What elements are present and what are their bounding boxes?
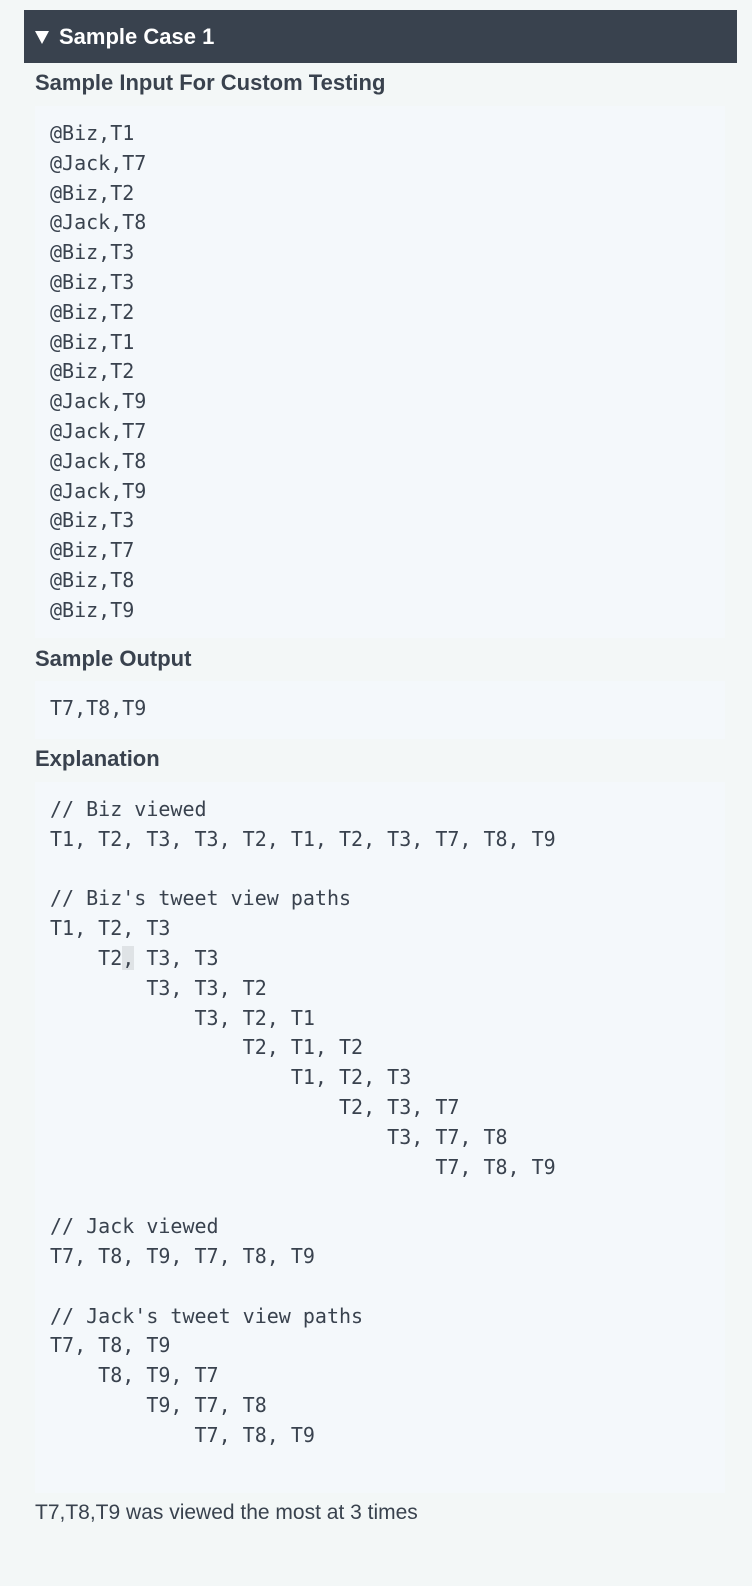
input-line: @Biz,T9 xyxy=(50,597,135,622)
explanation-line: T1, T2, T3, T3, T2, T1, T2, T3, T7, T8, T9 xyxy=(50,826,556,851)
explanation-line: T7, T8, T9 xyxy=(50,1422,315,1447)
output-line: T7,T8,T9 xyxy=(50,696,147,720)
input-line: @Biz,T3 xyxy=(50,269,135,294)
input-line: @Biz,T2 xyxy=(50,359,135,384)
explanation-line: T1, T2, T3 xyxy=(50,1065,412,1090)
input-line: @Biz,T7 xyxy=(50,538,135,563)
sample-input-code-block xyxy=(35,106,725,638)
input-line: @Biz,T1 xyxy=(50,121,135,145)
text-cursor-highlight: , xyxy=(122,945,135,970)
input-line: @Biz,T3 xyxy=(50,240,135,265)
explanation-line: T7, T8, T9 xyxy=(50,1154,556,1179)
input-line: @Biz,T2 xyxy=(50,180,135,205)
explanation-line: T2, T3, T3 xyxy=(50,945,219,970)
explanation-heading: Explanation xyxy=(35,746,160,771)
triangle-down-icon xyxy=(35,31,49,44)
explanation-conclusion: T7,T8,T9 was viewed the most at 3 times xyxy=(35,1501,418,1524)
sample-output-heading: Sample Output xyxy=(35,646,192,671)
sample-case-title: Sample Case 1 xyxy=(59,23,215,49)
input-line: @Jack,T8 xyxy=(50,210,147,235)
explanation-line: // Jack viewed xyxy=(50,1214,219,1239)
explanation-line: T3, T2, T1 xyxy=(50,1005,315,1030)
input-line: @Jack,T9 xyxy=(50,389,147,414)
explanation-line: T7, T8, T9, T7, T8, T9 xyxy=(50,1243,315,1268)
sample-case-header[interactable] xyxy=(24,10,737,63)
explanation-line: T8, T9, T7 xyxy=(50,1363,219,1388)
explanation-line: T2, T1, T2 xyxy=(50,1035,364,1060)
explanation-line xyxy=(50,1272,725,1302)
explanation-code-block xyxy=(35,782,725,1493)
explanation-line: // Biz's tweet view paths xyxy=(50,886,352,911)
input-line: @Jack,T9 xyxy=(50,478,147,503)
explanation-line: T3, T3, T2 xyxy=(50,975,267,1000)
explanation-line xyxy=(50,855,725,885)
explanation-line: // Biz viewed xyxy=(50,797,207,821)
explanation-line xyxy=(50,1182,725,1212)
input-line: @Biz,T2 xyxy=(50,299,135,324)
explanation-line: T3, T7, T8 xyxy=(50,1124,508,1149)
input-line: @Biz,T8 xyxy=(50,567,135,592)
explanation-line: // Jack's tweet view paths xyxy=(50,1303,364,1328)
explanation-line: T1, T2, T3 xyxy=(50,916,171,941)
explanation-line: T7, T8, T9 xyxy=(50,1333,171,1358)
explanation-line: T9, T7, T8 xyxy=(50,1392,267,1417)
input-line: @Jack,T8 xyxy=(50,448,147,473)
input-line: @Biz,T3 xyxy=(50,508,135,533)
input-line: @Jack,T7 xyxy=(50,150,147,175)
explanation-line: T2, T3, T7 xyxy=(50,1094,460,1119)
input-line: @Biz,T1 xyxy=(50,329,135,354)
sample-output-code-block xyxy=(35,681,725,739)
input-line: @Jack,T7 xyxy=(50,418,147,443)
sample-input-heading: Sample Input For Custom Testing xyxy=(35,70,386,95)
